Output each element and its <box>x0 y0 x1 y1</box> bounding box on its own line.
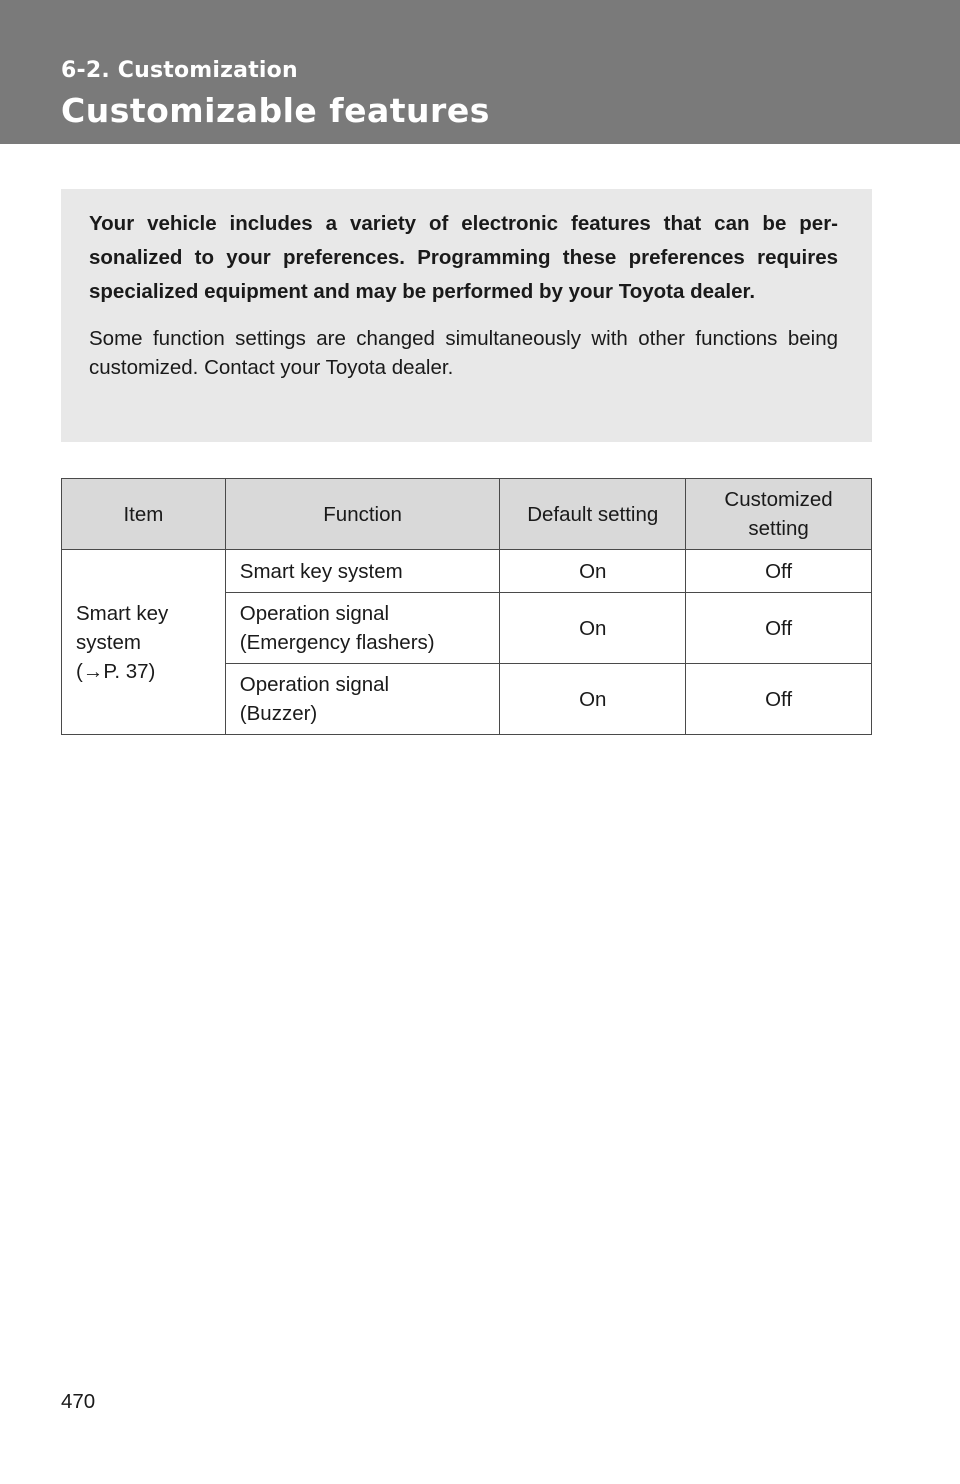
intro-box <box>61 189 872 442</box>
customization-table <box>61 478 872 735</box>
page-title: Customizable features <box>61 91 490 130</box>
customized-setting-cell: Off <box>686 593 872 664</box>
page-number: 470 <box>61 1390 96 1413</box>
default-setting-cell: On <box>500 593 686 664</box>
chapter-header <box>0 0 960 144</box>
intro-note: Some function settings are changed simultaneously with other functions being customized. Contact your Toyota dealer. <box>89 327 838 379</box>
table-row <box>62 550 872 593</box>
section-label: 6-2. Customization <box>61 58 298 83</box>
customized-setting-cell: Off <box>686 550 872 593</box>
function-cell: Smart key system <box>225 550 500 593</box>
function-line2: (Buzzer) <box>239 702 318 725</box>
function-line2: (Emergency flashers) <box>239 631 435 654</box>
default-setting-cell: On <box>500 550 686 593</box>
column-header-function: Function <box>225 479 500 550</box>
function-line1: Operation signal <box>239 673 390 696</box>
table-header-row <box>62 479 872 550</box>
column-header-default: Default setting <box>500 479 686 550</box>
item-page-reference: (→P. 37) <box>76 659 156 683</box>
function-line1: Operation signal <box>239 602 390 625</box>
column-header-item: Item <box>62 479 226 550</box>
column-header-customized <box>686 479 872 550</box>
intro-text: Your vehicle includes a variety of electronic features that can be per-sonalized to your preferences. Programming these preferences requires specialized equipment and may be performed by your Toyota dealer. <box>89 212 838 303</box>
function-cell <box>225 664 500 735</box>
item-name-line2: system <box>76 630 141 654</box>
default-setting-cell: On <box>500 664 686 735</box>
item-cell <box>62 550 226 735</box>
column-header-customized-text: Customized setting <box>724 488 833 540</box>
customized-setting-cell: Off <box>686 664 872 735</box>
function-cell <box>225 593 500 664</box>
item-name-line1: Smart key <box>76 601 169 625</box>
